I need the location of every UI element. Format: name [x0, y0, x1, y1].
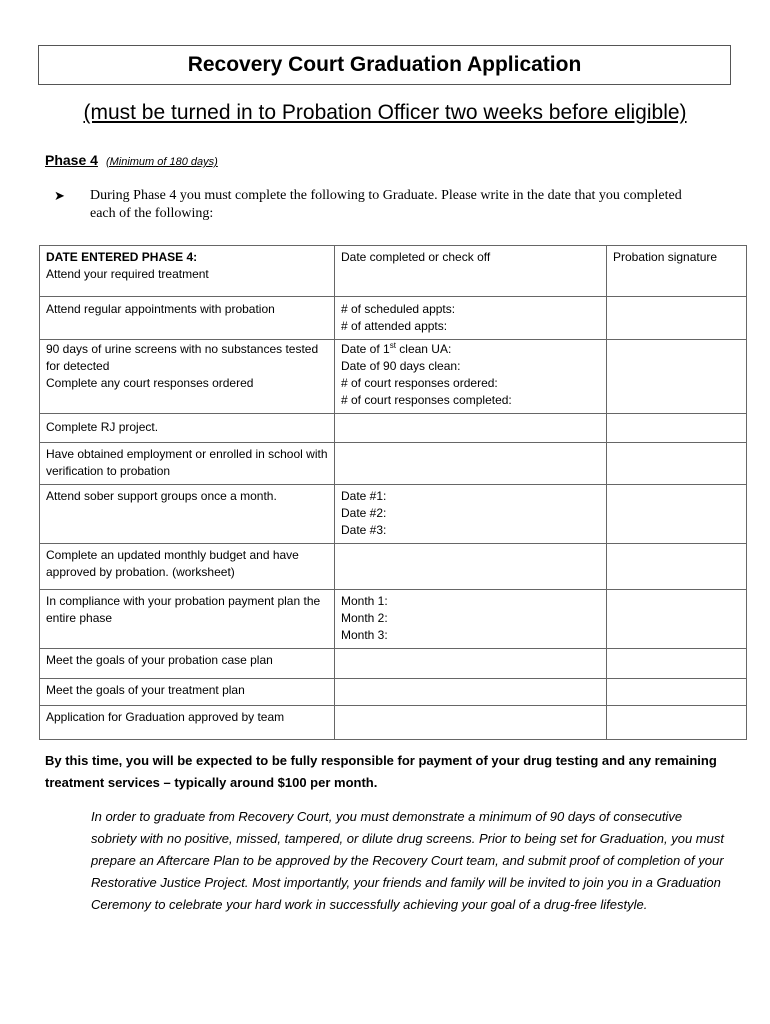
detail-text: Date #2:: [341, 506, 387, 520]
requirement-cell: [40, 679, 335, 706]
date-completed-cell[interactable]: [335, 246, 607, 297]
graduation-requirements-note: In order to graduate from Recovery Court, you must demonstrate a minimum of 90 days of consecutive sobriety with no positive, missed, tampered, or dilute drug screens. Prior to being set for Graduation, you must prepare an Aftercare Plan to be approved by the Recovery Court team, and submit proof of completion of your Restorative Justice Project. Most importantly, your friends and family will be invited to join you in a Graduation Ceremony to celebrate your hard work in successfully achieving your goal of a drug-free lifestyle.: [91, 809, 724, 912]
signature-cell[interactable]: [607, 443, 747, 485]
detail-text: Month 2:: [341, 611, 388, 625]
detail-text: # of court responses ordered:: [341, 376, 498, 390]
detail-superscript: st: [389, 341, 396, 350]
detail-text: Month 3:: [341, 628, 388, 642]
requirement-text: Complete any court responses ordered: [46, 376, 254, 390]
detail-text: Date #1:: [341, 489, 387, 503]
detail-text-part: Date of 1: [341, 342, 390, 356]
signature-cell[interactable]: [607, 246, 747, 297]
signature-cell[interactable]: [607, 679, 747, 706]
detail-text: Date of 90 days clean:: [341, 359, 461, 373]
requirement-cell: [40, 706, 335, 740]
requirement-text: 90 days of urine screens with no substances tested for detected: [46, 342, 319, 373]
arrow-bullet-icon: ➤: [54, 188, 65, 203]
requirements-table: [39, 245, 747, 740]
detail-text: Date #3:: [341, 523, 387, 537]
requirement-text: Complete an updated monthly budget and have approved by probation. (worksheet): [46, 548, 299, 579]
signature-cell[interactable]: [607, 340, 747, 414]
detail-text: # of attended appts:: [341, 319, 448, 333]
date-completed-cell[interactable]: [335, 590, 607, 649]
requirement-text: Attend your required treatment: [46, 267, 209, 281]
table-row: [40, 544, 747, 590]
table-row: [40, 485, 747, 544]
page-subtitle: (must be turned in to Probation Officer two weeks before eligible): [83, 101, 687, 124]
date-completed-cell[interactable]: [335, 485, 607, 544]
detail-text: # of scheduled appts:: [341, 302, 456, 316]
requirement-cell: [40, 485, 335, 544]
table-row: [40, 297, 747, 340]
requirement-cell: [40, 590, 335, 649]
detail-text: [341, 341, 600, 358]
requirement-text: Application for Graduation approved by team: [46, 710, 285, 724]
table-row: [40, 706, 747, 740]
date-completed-cell[interactable]: [335, 679, 607, 706]
requirement-cell: [40, 649, 335, 679]
date-completed-cell[interactable]: [335, 544, 607, 590]
signature-cell[interactable]: [607, 485, 747, 544]
requirement-text: Complete RJ project.: [46, 420, 159, 434]
requirement-cell: [40, 297, 335, 340]
requirement-text: Meet the goals of your probation case plan: [46, 653, 273, 667]
date-entered-label: DATE ENTERED PHASE 4:: [46, 250, 198, 264]
column-header-date-completed: Date completed or check off: [341, 250, 491, 264]
date-completed-cell[interactable]: [335, 340, 607, 414]
requirement-text: Attend regular appointments with probation: [46, 302, 275, 316]
column-header-probation-signature: Probation signature: [613, 250, 718, 264]
date-completed-cell[interactable]: [335, 297, 607, 340]
instruction-text: During Phase 4 you must complete the following to Graduate. Please write in the date that you completed each of the following:: [90, 188, 682, 221]
date-completed-cell[interactable]: [335, 649, 607, 679]
requirement-cell: [40, 246, 335, 297]
date-completed-cell[interactable]: [335, 414, 607, 443]
signature-cell[interactable]: [607, 297, 747, 340]
signature-cell[interactable]: [607, 706, 747, 740]
requirement-text: In compliance with your probation payment plan the entire phase: [46, 594, 321, 625]
signature-cell[interactable]: [607, 414, 747, 443]
requirement-text: Have obtained employment or enrolled in school with verification to probation: [46, 447, 328, 478]
signature-cell[interactable]: [607, 544, 747, 590]
payment-expectation: By this time, you will be expected to be fully responsible for payment of your drug testing and any remaining treatment services – typically around $100 per month.: [45, 753, 717, 790]
instruction-bullet: [54, 187, 704, 223]
date-completed-cell[interactable]: [335, 443, 607, 485]
requirement-text: Meet the goals of your treatment plan: [46, 683, 245, 697]
date-completed-cell[interactable]: [335, 706, 607, 740]
requirement-text: Attend sober support groups once a month.: [46, 489, 277, 503]
requirement-cell: [40, 414, 335, 443]
title-box: [38, 45, 731, 85]
phase-note: (Minimum of 180 days): [105, 156, 218, 168]
page-title: Recovery Court Graduation Application: [187, 53, 582, 76]
table-row: [40, 590, 747, 649]
table-row: [40, 679, 747, 706]
table-row: [40, 649, 747, 679]
signature-cell[interactable]: [607, 590, 747, 649]
table-row: [40, 443, 747, 485]
phase-heading: [45, 152, 218, 168]
detail-text: # of court responses completed:: [341, 393, 512, 407]
table-row: [40, 246, 747, 297]
detail-text: Month 1:: [341, 594, 388, 608]
phase-title: Phase 4: [45, 152, 98, 168]
table-row: [40, 414, 747, 443]
table-row: [40, 340, 747, 414]
requirement-cell: [40, 443, 335, 485]
detail-text-part: clean UA:: [395, 342, 452, 356]
requirement-cell: [40, 544, 335, 590]
signature-cell[interactable]: [607, 649, 747, 679]
requirement-cell: [40, 340, 335, 414]
